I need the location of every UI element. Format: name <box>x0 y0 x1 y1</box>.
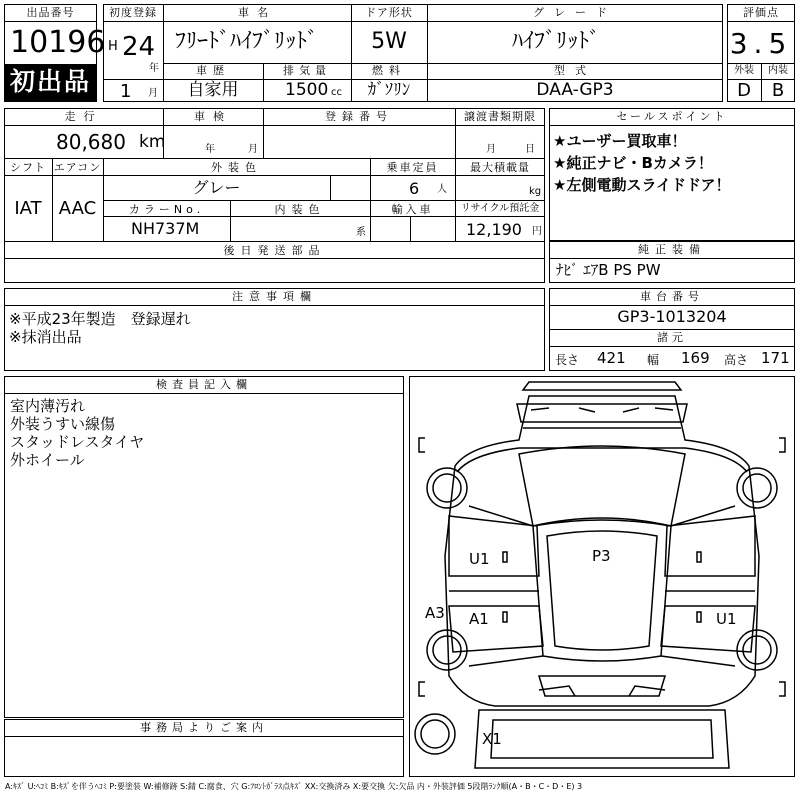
grade-label: グレード <box>533 6 617 19</box>
import-label: 輸入車 <box>391 203 434 216</box>
lot-number: 10196 <box>10 25 106 60</box>
car-diagram-icon <box>409 376 795 777</box>
width-value: 169 <box>681 349 710 367</box>
height-value: 171 <box>761 349 790 367</box>
damage-mark-front-left: U1 <box>469 550 490 568</box>
length-label: 長さ <box>555 353 580 367</box>
height-label: 高さ <box>724 353 749 367</box>
capacity-label: 乗車定員 <box>386 161 439 174</box>
interior-grade: B <box>771 80 785 101</box>
damage-mark-rear-bumper: X1 <box>482 730 502 748</box>
car-name: ﾌﾘｰﾄﾞﾊｲﾌﾞﾘｯﾄﾞ <box>175 29 319 54</box>
exterior-grade: D <box>737 80 751 101</box>
recycle-unit: 円 <box>532 226 542 237</box>
mileage: 80,680 <box>56 130 126 154</box>
shift-label: シフト <box>10 161 46 174</box>
color-number: NH737M <box>131 219 200 238</box>
inspector-note-2: 外装うすい線傷 <box>10 415 116 433</box>
interior-label: 内装 <box>768 65 788 76</box>
inspector-label: 検査員記入欄 <box>156 378 252 391</box>
fuel: ｶﾞｿﾘﾝ <box>367 80 411 100</box>
inspection-label: 車検 <box>194 110 232 123</box>
model-label: 型式 <box>554 64 596 77</box>
aircon-label: エアコン <box>53 161 102 174</box>
interior-color-label: 内装色 <box>274 203 326 216</box>
displacement-label: 排気量 <box>283 64 331 77</box>
recycle-fee: 12,190 <box>466 220 522 239</box>
equipment-label: 純正装備 <box>638 243 706 256</box>
inspection-year-unit: 年 <box>205 144 215 155</box>
score: 3.5 <box>729 27 793 60</box>
length-value: 421 <box>597 349 626 367</box>
mileage-unit: km <box>139 132 166 152</box>
transfer-deadline-label: 譲渡書類期限 <box>464 110 536 123</box>
chassis-label: 車台番号 <box>640 290 704 303</box>
interior-color-unit: 系 <box>356 227 366 238</box>
dimensions-label: 諸元 <box>657 331 687 344</box>
registration-year: 24 <box>122 32 156 62</box>
fuel-label: 燃料 <box>372 64 406 77</box>
registration-month: 1 <box>120 81 132 102</box>
recycle-label: リサイクル預託金 <box>460 203 540 214</box>
inspection-month-unit: 月 <box>248 144 258 155</box>
model-code: DAA-GP3 <box>536 80 614 100</box>
displacement-unit: cc <box>331 87 342 98</box>
capacity-unit: 人 <box>437 184 447 195</box>
history: 自家用 <box>187 80 239 100</box>
damage-mark-rear-right: U1 <box>716 610 737 628</box>
sales-point-2: ★純正ナビ・Bカメラ！ <box>553 154 713 172</box>
damage-mark-left-side: A3 <box>425 604 445 622</box>
sales-point-1: ★ユーザー買取車！ <box>553 132 687 150</box>
later-parts-label: 後日発送部品 <box>223 244 326 257</box>
month-unit: 月 <box>148 88 158 99</box>
footer-legend: A:ｷｽﾞ U:ﾍｺﾐ B:ｷｽﾞを伴うﾍｺﾐ P:要塗装 W:補修跡 S:錆 C:腐食、穴 G:ﾌﾛﾝﾄｶﾞﾗｽ点ｷｽﾞ XX:交換済み X:要交換 欠:欠品 内・外装評価 5段階ﾗﾝｸ順(A・B・C・D・E) 3 <box>5 782 583 791</box>
inspector-note-1: 室内薄汚れ <box>10 397 86 415</box>
year-unit: 年 <box>149 63 159 74</box>
max-load-label: 最大積載量 <box>470 161 530 174</box>
car-name-label: 車名 <box>238 6 276 19</box>
exterior-color-label: 外装色 <box>211 161 262 174</box>
damage-mark-roof: P3 <box>592 547 611 565</box>
registration-number-label: 登録番号 <box>325 110 393 123</box>
aircon: AAC <box>58 198 97 219</box>
inspector-note-3: スタッドレスタイヤ <box>10 433 145 451</box>
lot-number-label: 出品番号 <box>26 6 75 19</box>
shift: IAT <box>14 198 42 219</box>
width-label: 幅 <box>647 353 660 367</box>
chassis-number: GP3-1013204 <box>617 307 727 326</box>
note-1: ※平成23年製造 登録遅れ <box>9 310 191 328</box>
equipment-list: ﾅﾋﾞ ｴｱB PS PW <box>556 261 661 279</box>
history-label: 車歴 <box>196 64 230 77</box>
score-label: 評価点 <box>743 6 779 19</box>
sales-points-label: セールスポイント <box>616 110 728 123</box>
displacement: 1500 <box>285 80 329 100</box>
office-label: 事務局よりご案内 <box>140 721 268 734</box>
first-registration-label: 初度登録 <box>109 6 157 19</box>
exterior-label: 外装 <box>734 65 754 76</box>
door-label: ドア形状 <box>365 6 413 19</box>
exterior-color: グレー <box>192 178 241 197</box>
transfer-month-unit: 月 <box>486 144 496 155</box>
color-number-label: カラーNo. <box>128 203 205 216</box>
capacity: 6 <box>409 179 420 198</box>
mileage-label: 走行 <box>64 110 103 123</box>
sales-point-3: ★左側電動スライドドア！ <box>553 176 731 194</box>
inspector-note-4: 外ホイール <box>10 451 85 469</box>
notes-label: 注意事項欄 <box>232 290 317 303</box>
note-2: ※抹消出品 <box>9 328 82 346</box>
door-type: 5W <box>371 29 407 54</box>
grade: ﾊｲﾌﾞﾘｯﾄﾞ <box>512 29 601 54</box>
first-listing-label: 初出品 <box>10 67 92 96</box>
max-load-unit: kg <box>529 186 542 197</box>
transfer-day-unit: 日 <box>525 144 535 155</box>
era: H <box>108 39 118 54</box>
damage-mark-rear-left: A1 <box>469 610 489 628</box>
